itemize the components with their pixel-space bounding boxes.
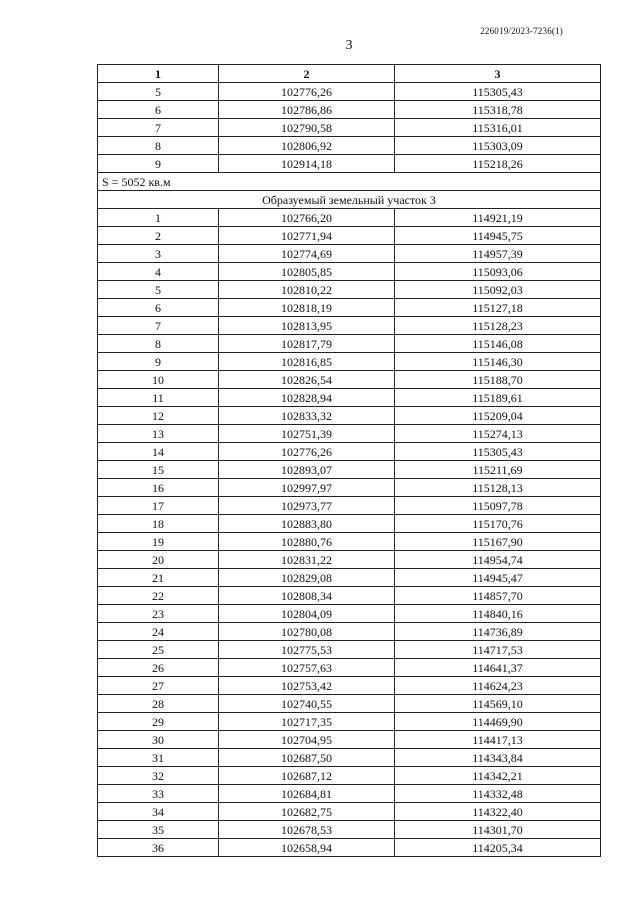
- point-number: 6: [98, 101, 219, 119]
- y-coordinate: 114717,53: [395, 641, 601, 659]
- table-row: [98, 317, 601, 335]
- point-number: 36: [98, 839, 219, 857]
- y-coordinate: 115316,01: [395, 119, 601, 137]
- y-coordinate: 115093,06: [395, 263, 601, 281]
- table-row: [98, 371, 601, 389]
- point-number: 19: [98, 533, 219, 551]
- y-coordinate: 115128,13: [395, 479, 601, 497]
- x-coordinate: 102682,75: [219, 803, 395, 821]
- x-coordinate: 102818,19: [219, 299, 395, 317]
- point-number: 5: [98, 83, 219, 101]
- x-coordinate: 102831,22: [219, 551, 395, 569]
- table-row: [98, 767, 601, 785]
- y-coordinate: 114957,39: [395, 245, 601, 263]
- section-title-row: [98, 191, 601, 209]
- x-coordinate: 102678,53: [219, 821, 395, 839]
- y-coordinate: 114469,90: [395, 713, 601, 731]
- y-coordinate: 114343,84: [395, 749, 601, 767]
- point-number: 20: [98, 551, 219, 569]
- table-row: [98, 569, 601, 587]
- point-number: 14: [98, 443, 219, 461]
- y-coordinate: 114322,40: [395, 803, 601, 821]
- y-coordinate: 114205,34: [395, 839, 601, 857]
- table-row: [98, 263, 601, 281]
- point-number: 23: [98, 605, 219, 623]
- point-number: 16: [98, 479, 219, 497]
- x-coordinate: 102790,58: [219, 119, 395, 137]
- y-coordinate: 114301,70: [395, 821, 601, 839]
- y-coordinate: 114342,21: [395, 767, 601, 785]
- x-coordinate: 102776,26: [219, 443, 395, 461]
- point-number: 8: [98, 137, 219, 155]
- x-coordinate: 102805,85: [219, 263, 395, 281]
- y-coordinate: 115303,09: [395, 137, 601, 155]
- y-coordinate: 114736,89: [395, 623, 601, 641]
- x-coordinate: 102766,20: [219, 209, 395, 227]
- x-coordinate: 102893,07: [219, 461, 395, 479]
- point-number: 25: [98, 641, 219, 659]
- x-coordinate: 102973,77: [219, 497, 395, 515]
- x-coordinate: 102775,53: [219, 641, 395, 659]
- y-coordinate: 114641,37: [395, 659, 601, 677]
- table-row: [98, 587, 601, 605]
- point-number: 31: [98, 749, 219, 767]
- x-coordinate: 102808,34: [219, 587, 395, 605]
- point-number: 18: [98, 515, 219, 533]
- document-number: 226019/2023-7236(1): [480, 26, 563, 36]
- x-coordinate: 102817,79: [219, 335, 395, 353]
- y-coordinate: 115188,70: [395, 371, 601, 389]
- y-coordinate: 115097,78: [395, 497, 601, 515]
- point-number: 34: [98, 803, 219, 821]
- previous-parcel-rows: [98, 83, 601, 173]
- point-number: 15: [98, 461, 219, 479]
- column-header-point: 1: [98, 65, 219, 83]
- table-row: [98, 353, 601, 371]
- point-number: 35: [98, 821, 219, 839]
- x-coordinate: 102914,18: [219, 155, 395, 173]
- point-number: 13: [98, 425, 219, 443]
- point-number: 1: [98, 209, 219, 227]
- y-coordinate: 114417,13: [395, 731, 601, 749]
- x-coordinate: 102774,69: [219, 245, 395, 263]
- y-coordinate: 115092,03: [395, 281, 601, 299]
- y-coordinate: 114945,47: [395, 569, 601, 587]
- x-coordinate: 102883,80: [219, 515, 395, 533]
- point-number: 7: [98, 119, 219, 137]
- y-coordinate: 114954,74: [395, 551, 601, 569]
- table-row: [98, 605, 601, 623]
- x-coordinate: 102684,81: [219, 785, 395, 803]
- table-row: [98, 803, 601, 821]
- table-row: [98, 245, 601, 263]
- x-coordinate: 102704,95: [219, 731, 395, 749]
- x-coordinate: 102780,08: [219, 623, 395, 641]
- y-coordinate: 114332,48: [395, 785, 601, 803]
- column-header-x: 2: [219, 65, 395, 83]
- table-row: [98, 425, 601, 443]
- x-coordinate: 102786,86: [219, 101, 395, 119]
- table-row: [98, 785, 601, 803]
- table-header-row: [98, 65, 601, 83]
- x-coordinate: 102687,12: [219, 767, 395, 785]
- point-number: 26: [98, 659, 219, 677]
- x-coordinate: 102658,94: [219, 839, 395, 857]
- point-number: 27: [98, 677, 219, 695]
- point-number: 10: [98, 371, 219, 389]
- table-row: [98, 515, 601, 533]
- y-coordinate: 115211,69: [395, 461, 601, 479]
- x-coordinate: 102829,08: [219, 569, 395, 587]
- point-number: 30: [98, 731, 219, 749]
- x-coordinate: 102806,92: [219, 137, 395, 155]
- y-coordinate: 115170,76: [395, 515, 601, 533]
- point-number: 21: [98, 569, 219, 587]
- section-title: Образуемый земельный участок 3: [98, 191, 601, 209]
- x-coordinate: 102771,94: [219, 227, 395, 245]
- point-number: 29: [98, 713, 219, 731]
- y-coordinate: 115274,13: [395, 425, 601, 443]
- x-coordinate: 102810,22: [219, 281, 395, 299]
- table-row: [98, 281, 601, 299]
- table-row: [98, 731, 601, 749]
- parcel-3-rows: [98, 209, 601, 857]
- table-row: [98, 821, 601, 839]
- table-row: [98, 677, 601, 695]
- x-coordinate: 102804,09: [219, 605, 395, 623]
- table-row: [98, 83, 601, 101]
- y-coordinate: 114569,10: [395, 695, 601, 713]
- point-number: 5: [98, 281, 219, 299]
- column-header-y: 3: [395, 65, 601, 83]
- y-coordinate: 114840,16: [395, 605, 601, 623]
- y-coordinate: 115305,43: [395, 443, 601, 461]
- point-number: 11: [98, 389, 219, 407]
- point-number: 9: [98, 155, 219, 173]
- table-row: [98, 497, 601, 515]
- x-coordinate: 102880,76: [219, 533, 395, 551]
- point-number: 4: [98, 263, 219, 281]
- x-coordinate: 102826,54: [219, 371, 395, 389]
- coordinates-table: [97, 64, 601, 857]
- table-row: [98, 641, 601, 659]
- y-coordinate: 115128,23: [395, 317, 601, 335]
- area-value: S = 5052 кв.м: [98, 173, 601, 191]
- area-row: [98, 173, 601, 191]
- y-coordinate: 115189,61: [395, 389, 601, 407]
- table-row: [98, 695, 601, 713]
- area-summary: [98, 173, 601, 209]
- y-coordinate: 115167,90: [395, 533, 601, 551]
- y-coordinate: 114624,23: [395, 677, 601, 695]
- point-number: 6: [98, 299, 219, 317]
- y-coordinate: 114857,70: [395, 587, 601, 605]
- x-coordinate: 102757,63: [219, 659, 395, 677]
- x-coordinate: 102828,94: [219, 389, 395, 407]
- point-number: 2: [98, 227, 219, 245]
- point-number: 33: [98, 785, 219, 803]
- point-number: 32: [98, 767, 219, 785]
- table-row: [98, 713, 601, 731]
- table-row: [98, 137, 601, 155]
- point-number: 3: [98, 245, 219, 263]
- table-row: [98, 407, 601, 425]
- point-number: 9: [98, 353, 219, 371]
- x-coordinate: 102816,85: [219, 353, 395, 371]
- point-number: 28: [98, 695, 219, 713]
- table-row: [98, 623, 601, 641]
- y-coordinate: 114945,75: [395, 227, 601, 245]
- table-row: [98, 335, 601, 353]
- y-coordinate: 115146,30: [395, 353, 601, 371]
- table-row: [98, 659, 601, 677]
- point-number: 8: [98, 335, 219, 353]
- x-coordinate: 102751,39: [219, 425, 395, 443]
- y-coordinate: 115146,08: [395, 335, 601, 353]
- table-row: [98, 533, 601, 551]
- x-coordinate: 102740,55: [219, 695, 395, 713]
- table-row: [98, 479, 601, 497]
- point-number: 12: [98, 407, 219, 425]
- x-coordinate: 102833,32: [219, 407, 395, 425]
- y-coordinate: 115127,18: [395, 299, 601, 317]
- x-coordinate: 102776,26: [219, 83, 395, 101]
- table-row: [98, 155, 601, 173]
- table-row: [98, 119, 601, 137]
- table-row: [98, 461, 601, 479]
- x-coordinate: 102717,35: [219, 713, 395, 731]
- point-number: 7: [98, 317, 219, 335]
- y-coordinate: 115305,43: [395, 83, 601, 101]
- point-number: 17: [98, 497, 219, 515]
- y-coordinate: 115209,04: [395, 407, 601, 425]
- point-number: 24: [98, 623, 219, 641]
- x-coordinate: 102753,42: [219, 677, 395, 695]
- table-row: [98, 839, 601, 857]
- y-coordinate: 114921,19: [395, 209, 601, 227]
- y-coordinate: 115218,26: [395, 155, 601, 173]
- table-row: [98, 209, 601, 227]
- point-number: 22: [98, 587, 219, 605]
- table-row: [98, 551, 601, 569]
- table-row: [98, 299, 601, 317]
- table-row: [98, 101, 601, 119]
- table-row: [98, 443, 601, 461]
- x-coordinate: 102687,50: [219, 749, 395, 767]
- x-coordinate: 102997,97: [219, 479, 395, 497]
- table-row: [98, 227, 601, 245]
- page-number: 3: [345, 38, 353, 53]
- x-coordinate: 102813,95: [219, 317, 395, 335]
- y-coordinate: 115318,78: [395, 101, 601, 119]
- table-row: [98, 389, 601, 407]
- table-row: [98, 749, 601, 767]
